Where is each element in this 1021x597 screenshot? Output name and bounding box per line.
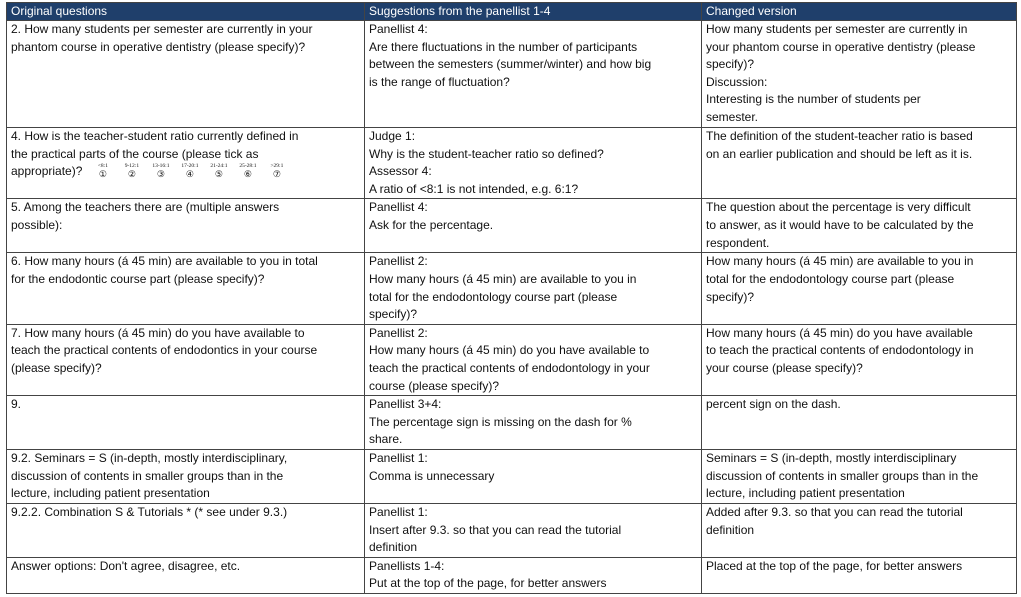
ratio-option-number: ④ — [185, 169, 194, 180]
cell-text-line: for the endodontic course part (please specify)? — [11, 271, 265, 286]
cell-text-line: specify)? — [706, 57, 755, 72]
cell-text-line: Placed at the top of the page, for better answers — [706, 558, 963, 573]
cell-text-line: teach the practical contents of endodontics in your course — [11, 343, 318, 358]
ratio-option-label: <8:1 — [97, 163, 108, 170]
table-row — [7, 253, 1017, 324]
cell-text-line: 9.2. Seminars = S (in-depth, mostly interdisciplinary, — [11, 451, 288, 466]
ratio-answer-scale — [88, 163, 291, 183]
cell-text-line: Panellist 4: — [369, 200, 428, 215]
cell-text-line: (please specify)? — [11, 360, 102, 375]
cell-original — [7, 21, 365, 128]
cell-text-line: Why is the student-teacher ratio so defined? — [369, 146, 604, 161]
cell-text-line: How many students per semester are currently in — [706, 22, 968, 36]
ratio-option-label: >29:1 — [270, 163, 284, 170]
cell-original — [7, 503, 365, 557]
table-row — [7, 21, 1017, 128]
table-wrapper — [6, 2, 1016, 594]
cell-text-line: Interesting is the number of students per — [706, 92, 921, 107]
cell-text-line: your course (please specify)? — [706, 360, 863, 375]
header-original-questions: Original questions — [7, 3, 365, 21]
cell-text-line: 6. How many hours (á 45 min) are available to you in total — [11, 254, 318, 269]
cell-text-line: semester. — [706, 109, 759, 124]
cell-text-line: discussion of contents in smaller groups than in the — [11, 468, 284, 483]
cell-text-line: The definition of the student-teacher ratio is based — [706, 129, 973, 143]
table-row — [7, 199, 1017, 253]
cell-text-line: the practical parts of the course (please tick as — [11, 146, 259, 161]
cell-text-line: lecture, including patient presentation — [11, 486, 210, 501]
ratio-option-label: 25-28:1 — [239, 163, 257, 170]
cell-original — [7, 557, 365, 593]
cell-text-line: Panellist 3+4: — [369, 397, 442, 412]
cell-text-line: How many hours (á 45 min) are available to you in — [369, 271, 637, 286]
cell-suggestions — [365, 396, 702, 450]
cell-text-line: between the semesters (summer/winter) and how big — [369, 57, 652, 72]
table-row — [7, 450, 1017, 504]
cell-text-line: Judge 1: — [369, 129, 416, 143]
cell-text-line: Panellist 2: — [369, 325, 428, 340]
cell-text-line: total for the endodontology course part (please — [369, 289, 618, 304]
cell-changed — [702, 324, 1017, 395]
cell-text-line: total for the endodontology course part (please — [706, 271, 955, 286]
revision-table — [6, 2, 1017, 594]
header-row — [7, 3, 1017, 21]
cell-text-line: Answer options: Don't agree, disagree, etc. — [11, 558, 241, 573]
cell-text-line: 7. How many hours (á 45 min) do you have available to — [11, 325, 305, 340]
ratio-option-number: ⑤ — [214, 169, 223, 180]
cell-text-line: Discussion: — [706, 74, 768, 89]
cell-suggestions — [365, 199, 702, 253]
cell-original — [7, 128, 365, 199]
table-row — [7, 503, 1017, 557]
cell-text-line: Panellists 1-4: — [369, 558, 445, 573]
cell-text-line: 9.2.2. Combination S & Tutorials * (* see under 9.3.) — [11, 504, 288, 519]
cell-text-line: Assessor 4: — [369, 164, 432, 179]
cell-original — [7, 450, 365, 504]
cell-text-line: 9. — [11, 397, 22, 412]
ratio-option — [204, 163, 233, 179]
cell-text-line: to answer, as it would have to be calculated by the — [706, 217, 974, 232]
cell-suggestions — [365, 128, 702, 199]
cell-text-line: Insert after 9.3. so that you can read the tutorial — [369, 522, 622, 537]
ratio-option — [146, 163, 175, 179]
cell-suggestions — [365, 503, 702, 557]
cell-changed — [702, 503, 1017, 557]
ratio-option-label: 17-20:1 — [181, 163, 199, 170]
cell-text-line: possible): — [11, 217, 63, 232]
ratio-option-number: ⑥ — [243, 169, 252, 180]
cell-text-line: definition — [706, 522, 755, 537]
table-row — [7, 396, 1017, 450]
cell-text-line: How many hours (á 45 min) are available to you in — [706, 254, 974, 269]
cell-text-line: percent sign on the dash. — [706, 397, 841, 412]
cell-text-line: Panellist 4: — [369, 22, 428, 36]
cell-changed — [702, 128, 1017, 199]
cell-text-line: lecture, including patient presentation — [706, 486, 905, 501]
table-row — [7, 324, 1017, 395]
ratio-option — [233, 163, 262, 179]
cell-text-line: Seminars = S (in-depth, mostly interdisciplinary — [706, 451, 957, 466]
cell-suggestions — [365, 557, 702, 593]
cell-text-line: respondent. — [706, 235, 770, 250]
cell-original — [7, 253, 365, 324]
cell-text-line: is the range of fluctuation? — [369, 74, 510, 89]
cell-changed — [702, 199, 1017, 253]
ratio-option-number: ② — [127, 169, 136, 180]
cell-text-line: Put at the top of the page, for better answers — [369, 576, 607, 591]
ratio-option-label: 13-16:1 — [152, 163, 170, 170]
cell-changed — [702, 557, 1017, 593]
cell-text-line: Panellist 1: — [369, 504, 428, 519]
ratio-option-number: ① — [98, 169, 107, 180]
cell-text-line: 2. How many students per semester are currently in your — [11, 22, 313, 36]
cell-text-line: definition — [369, 540, 418, 555]
cell-text-line: phantom course in operative dentistry (please specify)? — [11, 39, 306, 54]
cell-text-line: Panellist 1: — [369, 451, 428, 466]
cell-text-line: share. — [369, 432, 403, 447]
cell-text-line: The percentage sign is missing on the dash for % — [369, 414, 632, 429]
ratio-option — [175, 163, 204, 179]
cell-text-line: The question about the percentage is very difficult — [706, 200, 971, 215]
table-row — [7, 557, 1017, 593]
cell-suggestions — [365, 253, 702, 324]
cell-text-line: How many hours (á 45 min) do you have available — [706, 325, 973, 340]
cell-text-line: 4. How is the teacher-student ratio currently defined in — [11, 129, 299, 143]
ratio-option — [262, 163, 291, 179]
ratio-option — [117, 163, 146, 179]
cell-original — [7, 396, 365, 450]
header-suggestions: Suggestions from the panellist 1-4 — [365, 3, 702, 21]
cell-text-line: course (please specify)? — [369, 378, 500, 393]
cell-text-line: your phantom course in operative dentistry (please — [706, 39, 976, 54]
cell-text-line: A ratio of <8:1 is not intended, e.g. 6:1? — [369, 181, 579, 196]
cell-text-line: teach the practical contents of endodontology in your — [369, 360, 650, 375]
table-row — [7, 128, 1017, 199]
cell-text-line: specify)? — [706, 289, 755, 304]
cell-text-line: Are there fluctuations in the number of participants — [369, 39, 638, 54]
header-changed-version: Changed version — [702, 3, 1017, 21]
ratio-question-last-line — [11, 163, 360, 183]
cell-original — [7, 199, 365, 253]
cell-text-line: to teach the practical contents of endodontology in — [706, 343, 974, 358]
cell-text-line: discussion of contents in smaller groups than in the — [706, 468, 979, 483]
cell-changed — [702, 450, 1017, 504]
cell-text-line: on an earlier publication and should be left as it is. — [706, 146, 973, 161]
cell-changed — [702, 253, 1017, 324]
ratio-option — [88, 163, 117, 179]
cell-text-line: How many hours (á 45 min) do you have available to — [369, 343, 650, 358]
cell-text-line: 5. Among the teachers there are (multiple answers — [11, 200, 280, 215]
cell-text-line: Comma is unnecessary — [369, 468, 495, 483]
cell-text-line: appropriate)? — [11, 164, 83, 179]
ratio-option-label: 21-24:1 — [210, 163, 228, 170]
cell-suggestions — [365, 450, 702, 504]
cell-original — [7, 324, 365, 395]
table-body — [7, 21, 1017, 594]
cell-text-line: Added after 9.3. so that you can read the tutorial — [706, 504, 963, 519]
ratio-option-label: 9-12:1 — [124, 163, 140, 170]
cell-changed — [702, 396, 1017, 450]
cell-suggestions — [365, 324, 702, 395]
cell-suggestions — [365, 21, 702, 128]
cell-text-line: Ask for the percentage. — [369, 217, 494, 232]
ratio-option-number: ③ — [156, 169, 165, 180]
cell-changed — [702, 21, 1017, 128]
cell-text-line: specify)? — [369, 307, 418, 322]
ratio-option-number: ⑦ — [272, 169, 281, 180]
cell-text-line: Panellist 2: — [369, 254, 428, 269]
